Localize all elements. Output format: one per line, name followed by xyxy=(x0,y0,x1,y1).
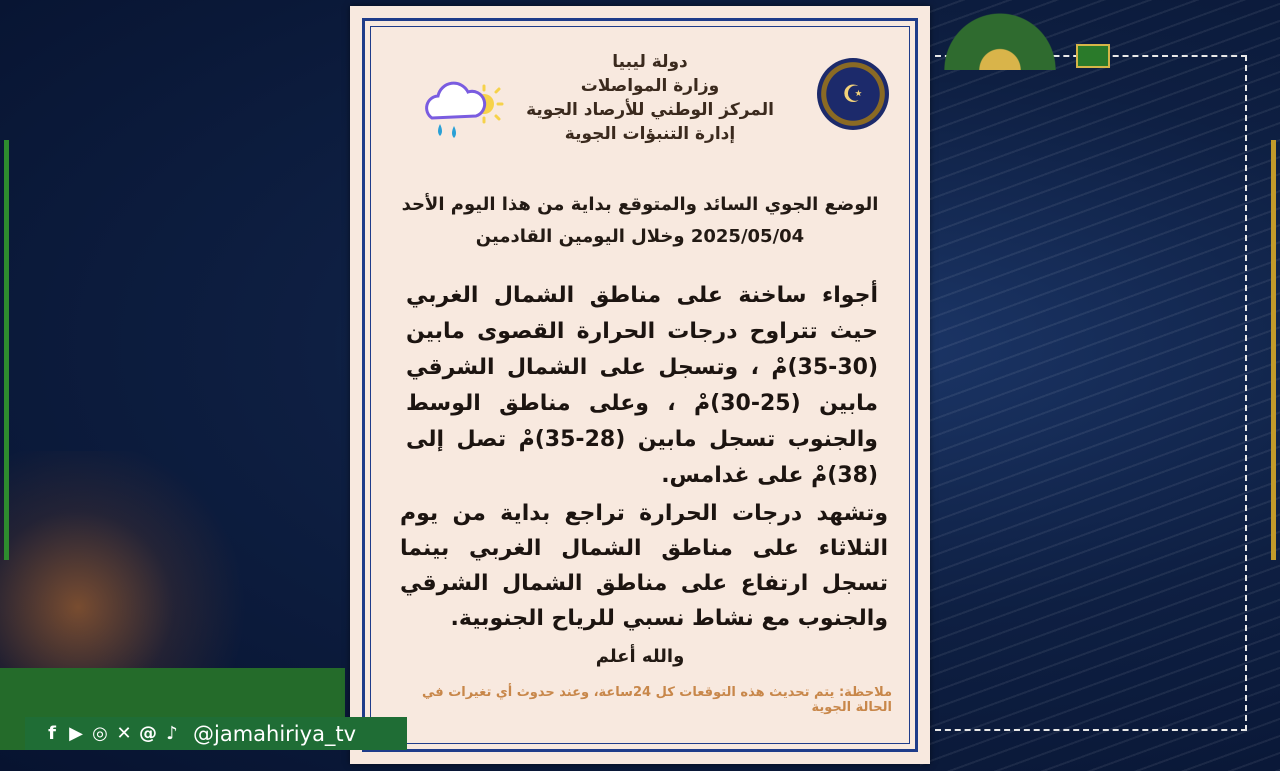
left-accent-bar xyxy=(4,140,9,560)
dashed-frame xyxy=(935,55,1247,731)
crescent-icon: ☪ xyxy=(842,80,864,108)
facebook-icon[interactable]: f xyxy=(48,722,56,744)
x-icon[interactable]: ✕ xyxy=(116,722,132,744)
header-line-department: إدارة التنبؤات الجوية xyxy=(564,124,736,144)
forecast-paragraph-2: وتشهد درجات الحرارة تراجع بداية من يوم الثلاثاء على مناطق الشمال الغربي بينما تسجل ارتفاع على مناطق الشمال الشرقي والجنوب مع نشاط نسبي للرياح الجنوبية. xyxy=(400,501,888,631)
instagram-icon[interactable]: ◎ xyxy=(92,722,108,744)
meteorology-seal xyxy=(817,58,889,130)
header-line-state: دولة ليبيا xyxy=(612,52,688,72)
forecast-bulletin xyxy=(350,6,930,764)
bulletin-title xyxy=(390,189,890,253)
update-note: ملاحظة: يتم تحديث هذه التوقعات كل 24ساعة، وعند حدوث أي تغيرات في الحالة الجوية xyxy=(422,685,892,715)
channel-logo xyxy=(935,4,1065,70)
title-line-2: 2025/05/04 وخلال اليومين القادمين xyxy=(475,226,805,247)
closing-phrase: والله أعلم xyxy=(595,646,685,667)
right-accent-bar xyxy=(1271,140,1276,560)
tiktok-icon[interactable]: ♪ xyxy=(166,722,178,744)
social-media-bar xyxy=(25,717,407,750)
header-line-ministry: وزارة المواصلات xyxy=(580,76,720,96)
header-line-center: المركز الوطني للأرصاد الجوية xyxy=(526,100,774,120)
green-tab-marker xyxy=(1076,44,1110,68)
forecast-paragraph-1: أجواء ساخنة على مناطق الشمال الغربي حيث تتراوح درجات الحرارة القصوى مابين (30-35)مْ ، وتسجل على الشمال الشرقي مابين (25-30)مْ ، وعلى مناطق الوسط والجنوب تسجل مابين (28-35)مْ تصل إلى (38)مْ على غدامس. xyxy=(406,283,878,488)
rain-cloud-sun-icon xyxy=(418,74,508,144)
threads-icon[interactable]: @ xyxy=(139,722,157,744)
agency-header xyxy=(500,50,800,146)
youtube-icon[interactable]: ▶ xyxy=(69,722,83,744)
title-line-1: الوضع الجوي السائد والمتوقع بداية من هذا اليوم الأحد xyxy=(401,194,879,215)
social-handle[interactable]: @jamahiriya_tv xyxy=(193,721,357,746)
